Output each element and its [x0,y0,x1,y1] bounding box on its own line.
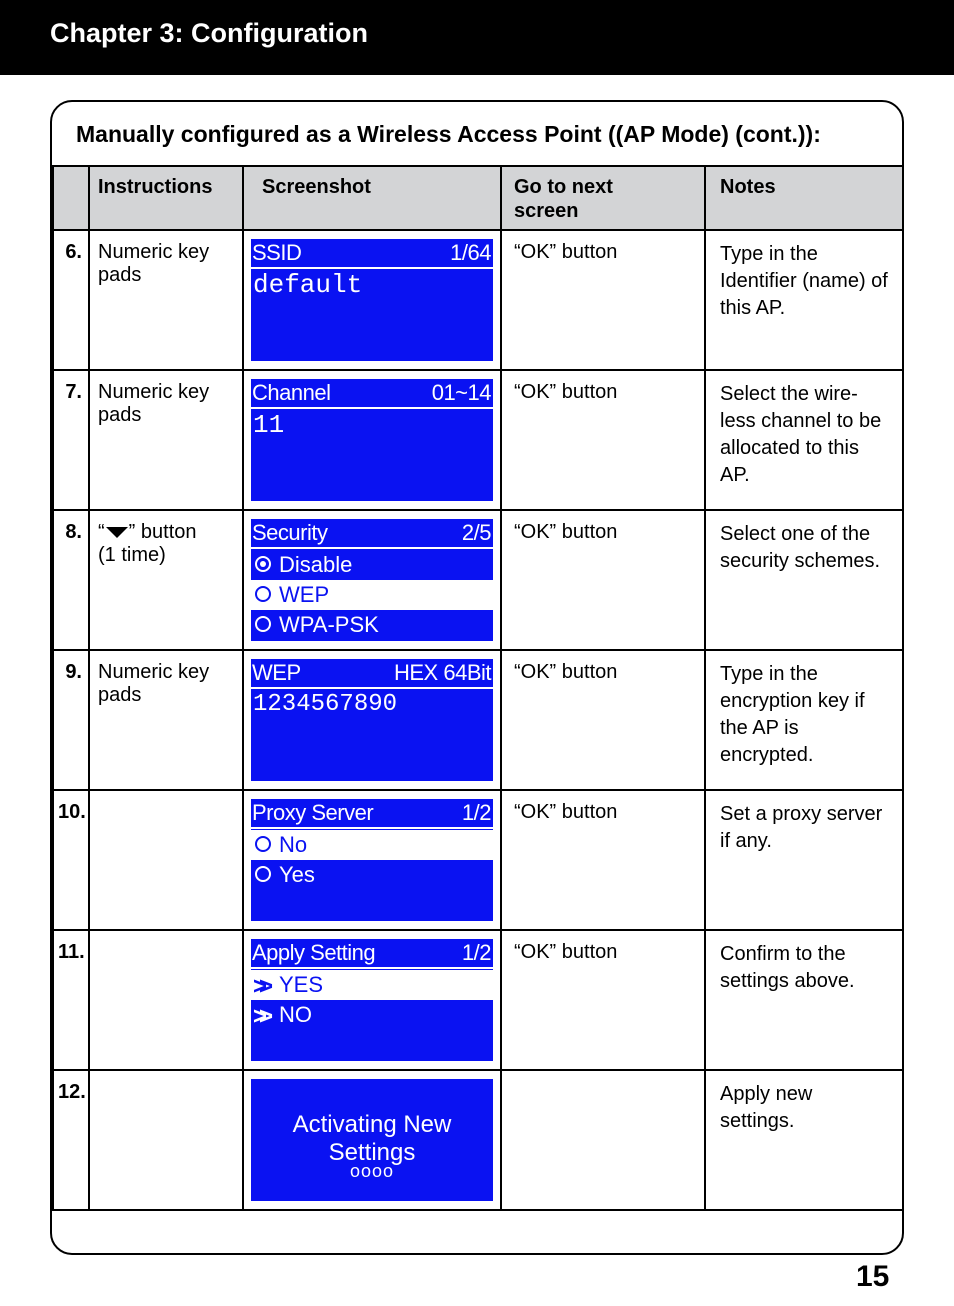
header-notes: Notes [705,166,904,230]
step-screenshot [243,1070,501,1210]
lcd-option-no: No [251,830,493,860]
lcd-counter: 1/64 [450,240,491,265]
step-notes: Apply new settings. [705,1070,904,1210]
lcd-header [251,659,493,689]
step-next: “OK” button [501,930,705,1070]
table-header-row [53,166,904,230]
table-row [53,650,904,790]
step-screenshot [243,790,501,930]
lcd-header [251,799,493,829]
lcd-counter: 2/5 [461,520,491,545]
header-screenshot: Screenshot [243,166,501,230]
lcd-title: Apply Setting [252,940,376,965]
step-instruction [89,1070,243,1210]
step-instruction [89,930,243,1070]
double-chevron-icon: >> [253,1003,266,1030]
lcd-title: SSID [252,240,302,265]
step-notes: Confirm to the settings above. [705,930,904,1070]
lcd-title: Channel [252,380,331,405]
radio-empty-icon [255,586,271,602]
lcd-value: 11 [253,410,285,440]
header-go-to-next: Go to next screen [501,166,705,230]
step-next: “OK” button [501,370,705,510]
table-row [53,1070,904,1210]
step-next: “OK” button [501,650,705,790]
step-screenshot [243,230,501,370]
configuration-table [52,165,904,1211]
step-next: “OK” button [501,230,705,370]
lcd-option-wpa-psk: WPA-PSK [251,610,493,640]
step-instruction: Numeric key pads [89,650,243,790]
lcd-title: WEP [252,660,301,685]
lcd-counter: 1/2 [461,800,491,825]
lcd-screen-wep [251,659,493,781]
lcd-option-yes: Yes [251,860,493,890]
step-instruction [89,510,243,650]
step-notes: Type in the encryption key if the AP is encrypted. [705,650,904,790]
lcd-screen-channel [251,379,493,501]
step-number: 10. [53,790,89,930]
lcd-value: default [253,270,363,300]
step-number: 7. [53,370,89,510]
step-instruction [89,790,243,930]
lcd-message: Activating New Settings [292,1111,452,1166]
lcd-counter: HEX 64Bit [394,660,491,685]
table-row [53,370,904,510]
page-number: 15 [856,1260,890,1293]
ap-mode-panel [50,100,904,1255]
table-row [53,930,904,1070]
step-number: 8. [53,510,89,650]
step-number: 6. [53,230,89,370]
radio-empty-icon [255,866,271,882]
lcd-screen-activating [251,1079,493,1201]
lcd-option-yes: >> YES [251,970,493,1000]
lcd-title: Security [252,520,328,545]
table-row [53,790,904,930]
lcd-screen-security [251,519,493,641]
step-screenshot [243,930,501,1070]
step-next [501,1070,705,1210]
header-number [53,166,89,230]
step-number: 9. [53,650,89,790]
step-instruction: Numeric key pads [89,370,243,510]
lcd-value: 1234567890 [253,691,398,718]
header-instructions: Instructions [89,166,243,230]
lcd-screen-apply [251,939,493,1061]
step-notes: Select one of the security schemes. [705,510,904,650]
table-row [53,510,904,650]
down-arrow-icon [106,527,128,538]
radio-selected-icon [255,836,271,852]
lcd-option-disable: Disable [251,550,493,580]
instruction-times: (1 time) [98,544,166,566]
chapter-header [0,0,954,75]
step-number: 12. [53,1070,89,1210]
lcd-progress: oooo [349,1161,395,1181]
lcd-header [251,939,493,969]
lcd-screen-proxy [251,799,493,921]
radio-selected-icon [255,556,271,572]
step-notes: Select the wire-less channel to be allocated to this AP. [705,370,904,510]
step-screenshot [243,510,501,650]
lcd-header [251,239,493,269]
lcd-counter: 01~14 [431,380,491,405]
double-chevron-icon: >> [253,973,266,1000]
step-number: 11. [53,930,89,1070]
instruction-quote-open: “ [98,521,105,543]
step-next: “OK” button [501,510,705,650]
step-notes: Type in the Identifier (name) of this AP. [705,230,904,370]
step-next: “OK” button [501,790,705,930]
radio-empty-icon [255,616,271,632]
step-screenshot [243,650,501,790]
lcd-option-no: >> NO [253,1002,312,1030]
table-row [53,230,904,370]
lcd-header [251,379,493,409]
lcd-title: Proxy Server [252,800,374,825]
lcd-screen-ssid [251,239,493,361]
lcd-option-wep: WEP [251,580,493,610]
instruction-button-text: ” button [128,521,197,543]
lcd-counter: 1/2 [461,940,491,965]
panel-title: Manually configured as a Wireless Access Point ((AP Mode) (cont.)): [76,121,821,147]
step-screenshot [243,370,501,510]
step-instruction: Numeric key pads [89,230,243,370]
lcd-header [251,519,493,549]
chapter-title: Chapter 3: Configuration [50,18,368,48]
step-notes: Set a proxy server if any. [705,790,904,930]
